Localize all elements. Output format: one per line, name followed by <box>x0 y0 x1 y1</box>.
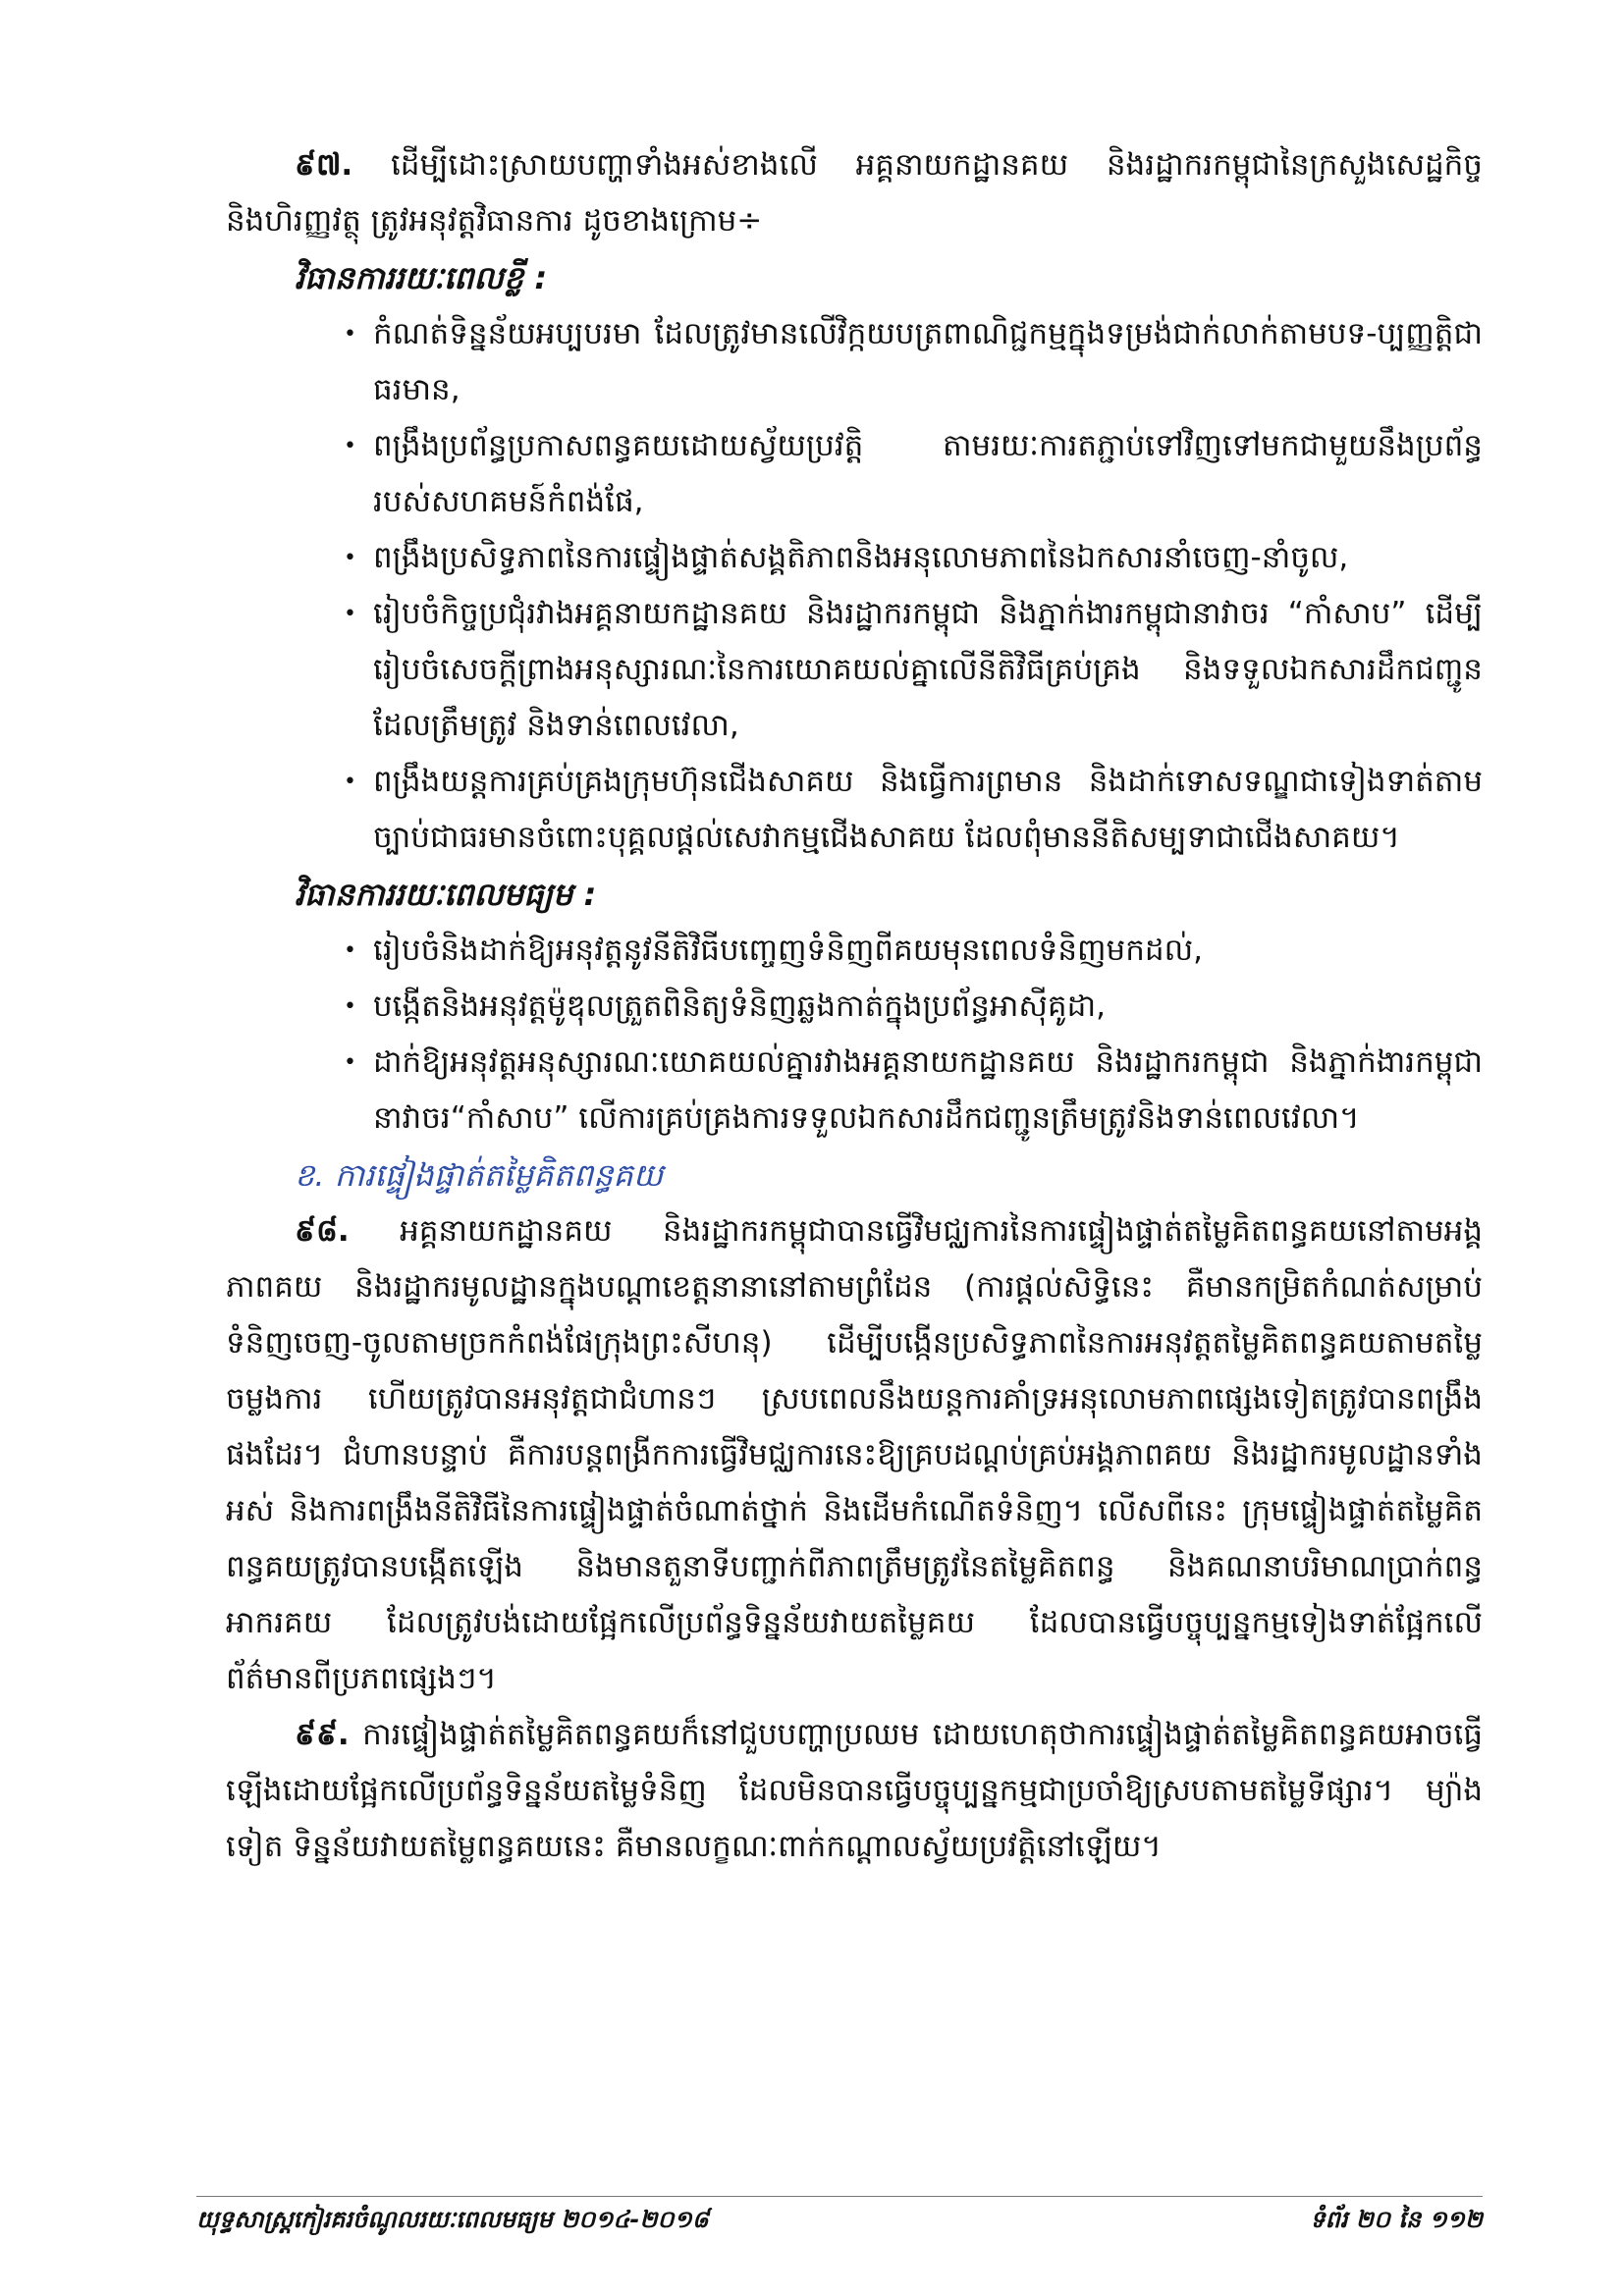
bullet-icon: • <box>344 434 356 458</box>
bullet-icon: • <box>344 770 356 794</box>
list-item <box>344 923 1483 979</box>
list-item <box>344 979 1483 1035</box>
page-content <box>226 137 1483 1875</box>
footer-divider <box>196 2196 1483 2197</box>
bullet-icon: • <box>344 938 356 963</box>
list-item-text: រៀបចំកិច្ចប្រជុំរវាងអគ្គនាយកដ្ឋានគយ និងរដ្ឋាករកម្ពុជា និងភ្នាក់ងារកម្ពុជានាវាចរ “កាំសាប” ដើម្បីរៀបចំសេចក្តីព្រាងអនុស្សារណៈនៃការយោគយល់គ្នាលើនីតិវិធីគ្រប់គ្រង និងទទួលឯកសារដឹកជញ្ជូនដែលត្រឹមត្រូវ និងទាន់ពេលវេលា, <box>373 596 1483 743</box>
list-item <box>344 586 1483 754</box>
paragraph-number: ៩៨. <box>295 1213 350 1249</box>
bullet-icon: • <box>344 602 356 626</box>
list-item <box>344 418 1483 530</box>
list-item-text: ដាក់ឱ្យអនុវត្តអនុស្សារណៈយោគយល់គ្នារវាងអគ្គនាយកដ្ឋានគយ និងរដ្ឋាករកម្ពុជា និងភ្នាក់ងារកម្ពុជានាវាចរ“កាំសាប” លើការគ្រប់គ្រងការទទួលឯកសារដឹកជញ្ជូនត្រឹមត្រូវនិងទាន់ពេលវេលា។ <box>373 1044 1483 1136</box>
paragraph-97 <box>226 137 1483 249</box>
paragraph-text: ដើម្បីដោះស្រាយបញ្ហាទាំងអស់ខាងលើ អគ្គនាយកដ្ឋានគយ និងរដ្ឋាករកម្ពុជានៃក្រសួងសេដ្ឋកិច្ច និងហិរញ្ញវត្ថុ ត្រូវអនុវត្តវិធានការ ដូចខាងក្រោម÷ <box>226 147 1483 239</box>
short-term-measures-heading: វិធានការរយៈពេលខ្លី : <box>295 259 548 296</box>
paragraph-number: ៩៩. <box>295 1717 350 1752</box>
paragraph-text: អគ្គនាយកដ្ឋានគយ និងរដ្ឋាករកម្ពុជាបានធ្វើវិមជ្ឈការនៃការផ្ទៀងផ្ទាត់តម្លៃគិតពន្ធគយនៅតាមអង្គភាពគយ និងរដ្ឋាករមូលដ្ឋានក្នុងបណ្តាខេត្តនានានៅតាមព្រំដែន (ការផ្តល់សិទ្ធិនេះ គឺមានកម្រិតកំណត់សម្រាប់ទំនិញចេញ-ចូលតាមច្រកកំពង់ផែក្រុងព្រះសីហនុ) ដើម្បីបង្កើនប្រសិទ្ធភាពនៃការអនុវត្តតម្លៃគិតពន្ធគយតាមតម្លៃចម្លងការ ហើយត្រូវបានអនុវត្តជាជំហានៗ ស្របពេលនឹងយន្តការគាំទ្រអនុលោមភាពផ្សេងទៀតត្រូវបានពង្រឹងផងដែរ។ ជំហានបន្ទាប់ គឺការបន្តពង្រីកការធ្វើវិមជ្ឈការនេះឱ្យគ្របដណ្តប់គ្រប់អង្គភាពគយ និងរដ្ឋាករមូលដ្ឋានទាំងអស់ និងការពង្រឹងនីតិវិធីនៃការផ្ទៀងផ្ទាត់ចំណាត់ថ្នាក់ និងដើមកំណើតទំនិញ។ លើសពីនេះ ក្រុមផ្ទៀងផ្ទាត់តម្លៃគិតពន្ធគយត្រូវបានបង្កើតឡើង និងមានតួនាទីបញ្ជាក់ពីភាពត្រឹមត្រូវនៃតម្លៃគិតពន្ធ និងគណនាបរិមាណប្រាក់ពន្ធអាករគយ ដែលត្រូវបង់ដោយផ្អែកលើប្រព័ន្ធទិន្នន័យវាយតម្លៃគយ ដែលបានធ្វើបច្ចុប្បន្នកម្មទៀងទាត់ផ្អែកលើព័ត៌មានពីប្រភពផ្សេងៗ។ <box>226 1213 1483 1696</box>
list-item <box>344 530 1483 586</box>
medium-term-measures-list <box>226 923 1483 1147</box>
paragraph-99 <box>226 1707 1483 1875</box>
list-item-text: បង្កើតនិងអនុវត្តម៉ូឌុលត្រួតពិនិត្យទំនិញឆ្លងកាត់ក្នុងប្រព័ន្ធអាស៊ីគូដា, <box>373 988 1106 1024</box>
section-heading-customs-valuation: ខ. ការផ្ទៀងផ្ទាត់តម្លៃគិតពន្ធគយ <box>295 1156 664 1194</box>
bullet-icon: • <box>344 994 356 1019</box>
bullet-icon: • <box>344 1050 356 1075</box>
list-item <box>344 1035 1483 1147</box>
paragraph-number: ៩៧. <box>295 147 353 183</box>
list-item <box>344 306 1483 418</box>
list-item-text: កំណត់ទិន្នន័យអប្បបរមា ដែលត្រូវមានលើវិក្កយបត្រពាណិជ្ជកម្មក្នុងទម្រង់ជាក់លាក់តាមបទ-ប្បញ្ញត្តិជាធរមាន, <box>373 316 1483 407</box>
medium-term-measures-heading: វិធានការរយៈពេលមធ្យម : <box>295 876 597 913</box>
list-item-text: ពង្រឹងប្រសិទ្ធភាពនៃការផ្ទៀងផ្ទាត់សង្គតិភាពនិងអនុលោមភាពនៃឯកសារនាំចេញ-នាំចូល, <box>373 540 1349 575</box>
paragraph-98 <box>226 1203 1483 1707</box>
footer-page-number: ទំព័រ ២០ នៃ ១១២ <box>1310 2206 1483 2233</box>
list-item-text: រៀបចំនិងដាក់ឱ្យអនុវត្តនូវនីតិវិធីបញ្ចេញទំនិញពីគយមុនពេលទំនិញមកដល់, <box>373 933 1203 968</box>
bullet-icon: • <box>344 322 356 347</box>
paragraph-text: ការផ្ទៀងផ្ទាត់តម្លៃគិតពន្ធគយក៏នៅជួបបញ្ហាប្រឈម ដោយហេតុថាការផ្ទៀងផ្ទាត់តម្លៃគិតពន្ធគយអាចធ្វើឡើងដោយផ្អែកលើប្រព័ន្ធទិន្នន័យតម្លៃទំនិញ ដែលមិនបានធ្វើបច្ចុប្បន្នកម្មជាប្រចាំឱ្យស្របតាមតម្លៃទីផ្សារ។ ម្យ៉ាងទៀត ទិន្នន័យវាយតម្លៃពន្ធគយនេះ គឺមានលក្ខណៈពាក់កណ្តាលស្វ័យប្រវត្តិនៅឡើយ។ <box>226 1717 1483 1864</box>
list-item <box>344 754 1483 866</box>
bullet-icon: • <box>344 546 356 570</box>
list-item-text: ពង្រឹងយន្តការគ្រប់គ្រងក្រុមហ៊ុនជើងសាគយ និងធ្វើការព្រមាន និងដាក់ទោសទណ្ឌជាទៀងទាត់តាមច្បាប់ជាធរមានចំពោះបុគ្គលផ្តល់សេវាកម្មជើងសាគយ ដែលពុំមាននីតិសម្បទាជាជើងសាគយ។ <box>373 764 1483 855</box>
short-term-measures-list <box>226 306 1483 866</box>
list-item-text: ពង្រឹងប្រព័ន្ធប្រកាសពន្ធគយដោយស្វ័យប្រវត្តិ តាមរយៈការតភ្ជាប់ទៅវិញទៅមកជាមួយនឹងប្រព័ន្ធរបស់សហគមន៍កំពង់ផែ, <box>373 428 1483 519</box>
footer-document-title: យុទ្ធសាស្ត្រកៀរគរចំណូលរយៈពេលមធ្យម ២០១៤-២០១៨ <box>196 2206 709 2233</box>
